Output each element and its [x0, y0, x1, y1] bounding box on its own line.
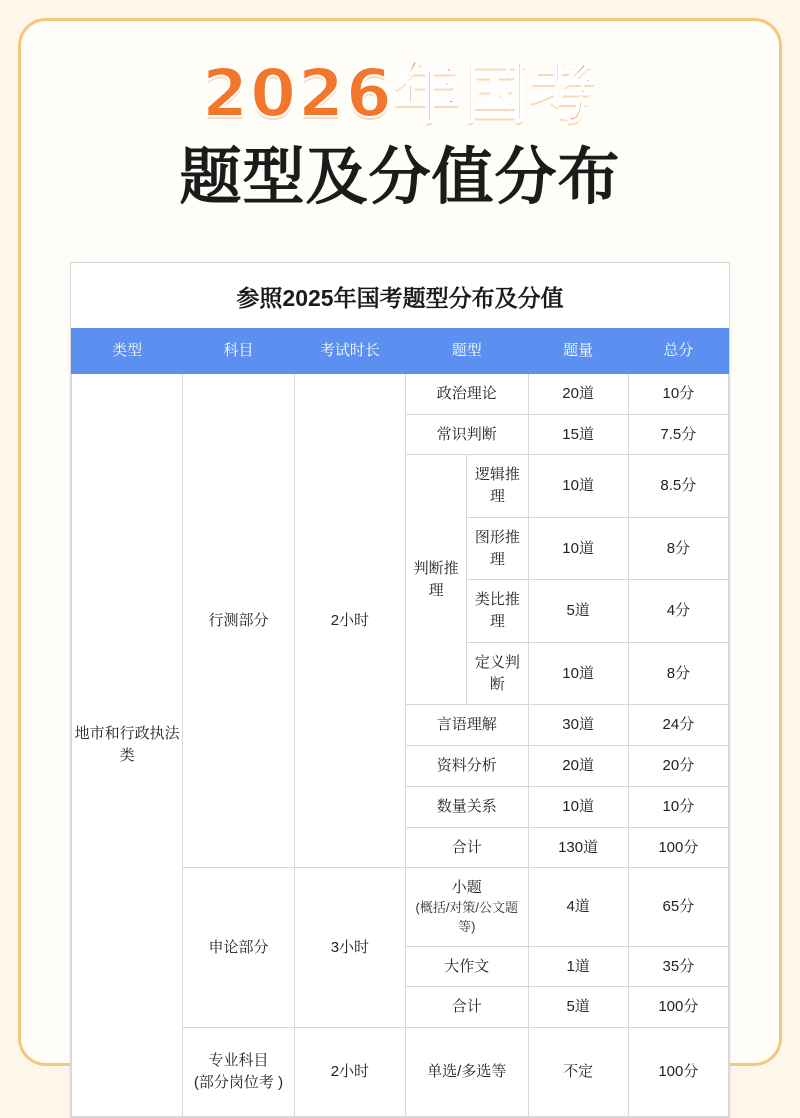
- cell-score: 8分: [628, 642, 728, 705]
- poster-title: [0, 55, 800, 213]
- card-heading: 参照2025年国考题型分布及分值: [236, 285, 564, 311]
- column-header-type: 类型: [72, 329, 183, 374]
- cell-score: 100分: [628, 1028, 728, 1117]
- cell-score: 65分: [628, 868, 728, 946]
- cell-score: 20分: [628, 746, 728, 787]
- column-header-duration: 考试时长: [294, 329, 405, 374]
- distribution-table: [71, 328, 729, 1117]
- cell-score: 100分: [628, 827, 728, 868]
- cell-count: 5道: [528, 580, 628, 643]
- cell-qtype: 资料分析: [406, 746, 528, 787]
- cell-qtype: 言语理解: [406, 705, 528, 746]
- cell-score: 100分: [628, 987, 728, 1028]
- cell-qtype-total: 合计: [406, 987, 528, 1028]
- column-header-subject: 科目: [183, 329, 294, 374]
- cell-category: 地市和行政执法类: [72, 373, 183, 1116]
- column-header-count: 题量: [528, 329, 628, 374]
- cell-qtype: 常识判断: [406, 414, 528, 455]
- cell-qtype-sub: 定义判断: [467, 642, 528, 705]
- cell-count: 10道: [528, 517, 628, 580]
- cell-qtype-note: (概括/对策/公文题等): [415, 900, 519, 934]
- cell-duration-zhuanye: 2小时: [294, 1028, 405, 1117]
- cell-score: 35分: [628, 946, 728, 987]
- cell-qtype-sub: 逻辑推理: [467, 455, 528, 518]
- cell-qtype-group-panduan: 判断推理: [406, 455, 467, 705]
- cell-qtype: 政治理论: [406, 373, 528, 414]
- cell-qtype-sub: 类比推理: [467, 580, 528, 643]
- column-header-question-type: 题型: [406, 329, 528, 374]
- cell-score: 4分: [628, 580, 728, 643]
- cell-count: 1道: [528, 946, 628, 987]
- cell-count: 30道: [528, 705, 628, 746]
- cell-score: 8分: [628, 517, 728, 580]
- cell-subject-note: (部分岗位考 ): [193, 1073, 284, 1091]
- cell-subject-zhuanye: [183, 1028, 294, 1117]
- distribution-card: [70, 262, 730, 1118]
- cell-qtype: 单选/多选等: [406, 1028, 528, 1117]
- cell-subject-label: 专业科目: [208, 1052, 269, 1070]
- title-main: 2026年国考: [202, 55, 598, 132]
- cell-count: 不定: [528, 1028, 628, 1117]
- cell-qtype-label: 小题: [451, 879, 482, 897]
- cell-score: 10分: [628, 786, 728, 827]
- cell-score: 10分: [628, 373, 728, 414]
- cell-qtype: [406, 868, 528, 946]
- cell-subject-xingce: 行测部分: [183, 373, 294, 868]
- cell-subject-shenlun: 申论部分: [183, 868, 294, 1028]
- cell-qtype-sub: 图形推理: [467, 517, 528, 580]
- cell-score: 8.5分: [628, 455, 728, 518]
- cell-count: 20道: [528, 373, 628, 414]
- table-header: [72, 329, 729, 374]
- cell-count: 15道: [528, 414, 628, 455]
- cell-score: 24分: [628, 705, 728, 746]
- cell-qtype: 数量关系: [406, 786, 528, 827]
- cell-count: 5道: [528, 987, 628, 1028]
- column-header-total: 总分: [628, 329, 728, 374]
- table-body: [72, 373, 729, 1116]
- table-header-row: [72, 329, 729, 374]
- table-row: [72, 373, 729, 414]
- cell-count: 130道: [528, 827, 628, 868]
- cell-count: 20道: [528, 746, 628, 787]
- cell-count: 10道: [528, 455, 628, 518]
- cell-count: 10道: [528, 786, 628, 827]
- cell-score: 7.5分: [628, 414, 728, 455]
- cell-qtype: 大作文: [406, 946, 528, 987]
- cell-count: 10道: [528, 642, 628, 705]
- cell-duration-xingce: 2小时: [294, 373, 405, 868]
- cell-duration-shenlun: 3小时: [294, 868, 405, 1028]
- title-sub: 题型及分值分布: [179, 139, 621, 213]
- cell-count: 4道: [528, 868, 628, 946]
- cell-qtype-total: 合计: [406, 827, 528, 868]
